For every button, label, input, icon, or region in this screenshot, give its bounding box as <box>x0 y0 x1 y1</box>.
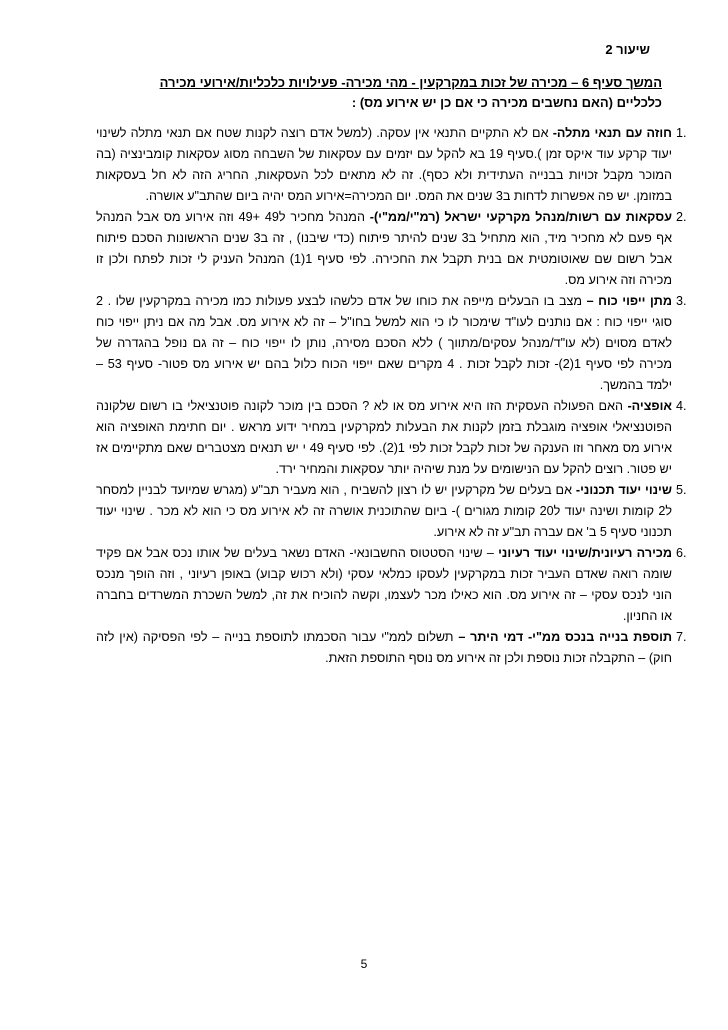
item-number: 1. <box>676 126 687 140</box>
item-number: 3. <box>676 294 687 308</box>
item-title: תוספת בנייה בנכס ממ"י- דמי היתר – <box>458 630 672 644</box>
item-number: 4. <box>676 399 687 413</box>
item-text: המנהל מחכיר ל49 +49 וזה אירוע מס אבל המנהל אף פעם לא מחכיר מיד, הוא מתחיל ב3 שנים להיתר פיתוח (כדי שיבנו) , זה ב3 שנים הראשונות הסכם פיתוח אבל רשום שם שאוטומטית אם בנית תקבל את החכירה. לפי סעיף 1(1) המנהל העניק לי זכות לפתח ולכן זו מכירה וזה אירוע מס. <box>96 210 672 287</box>
item-title: שינוי יעוד תכנוני- <box>575 483 672 497</box>
item-title: עסקאות עם רשות/מנהל מקרקעי ישראל (רמ"י/ממ"י)- <box>369 210 672 224</box>
item-text: אם לא התקיים התנאי אין עסקה. (למשל אדם רוצה לקנות שטח אם תנאי מתלה לשינוי יעוד קרקע עוד איקס זמן ).סעיף 19 בא להקל עם יזמים עם עסקאות של השבחה מסוג עסקאות קומבינציה (בה המוכר מקבל זכויות בבנייה העתידית ולא כסף). זה לא מתאים לכל העסקאות, החריג הזה לא חל בעסקאות במזומן. יש פה אפשרות לדחות ב3 שנים את המס. יום המכירה=אירוע המס יהיה ביום שהתב"ע אושרה. <box>96 126 672 203</box>
list-item <box>96 627 696 669</box>
item-title: מתן ייפוי כוח – <box>586 294 672 308</box>
item-number: 7. <box>676 630 687 644</box>
item-title: אופציה- <box>627 399 672 413</box>
list-item <box>96 480 696 543</box>
item-number: 6. <box>676 546 687 560</box>
item-number: 5. <box>676 483 687 497</box>
item-title: מכירה רעיונית/שינוי יעוד רעיוני <box>498 546 672 560</box>
list-item <box>96 543 696 627</box>
list-item <box>96 396 696 480</box>
lesson-title: שיעור 2 <box>605 42 650 57</box>
heading-line-1: המשך סעיף 6 – מכירה של זכות במקרקעין - מהי מכירה- פעילויות כלכליות/אירועי מכירה <box>159 75 662 90</box>
item-text: – שינוי הסטטוס החשבונאי- האדם נשאר בעלים של אותו נכס אבל אם פקיד שומה רואה שאדם העביר זכות במקרקעין לעסקו כמלאי עסקי (ולא רכוש קבוע) באופן רעיוני , וזה הופך מנכס הוני לנכס עסקי – זה אירוע מס. הוא כאילו מכר לעצמו, וקשה להוכיח את זה, למשל השכרת המשרדים בחברה או החניון. <box>96 546 672 623</box>
heading-line-2: כלכליים (האם נחשבים מכירה כי אם כן יש אירוע מס) : <box>351 95 662 110</box>
item-title: חוזה עם תנאי מתלה- <box>552 126 672 140</box>
section-heading <box>142 73 662 113</box>
items-list <box>96 123 696 669</box>
item-text: האם הפעולה העסקית הזו היא אירוע מס או לא ? הסכם בין מוכר לקונה פוטנציאלי בו רשום שלקונה הפוטנציאלי אופציה מוגבלת בזמן לקנות את הבעלות למקרקעין במחיר ידוע מראש . יום חתימת האופציה הוא אירוע מס מאחר וזו הענקה של זכות לקבל זכות לפי 1(2). לפי סעיף 49 י יש תנאים מצטברים שאם מתקיימים אז יש פטור. רוצים להקל עם הנישומים על מנת שיהיה יותר עסקאות והמחיר ירד. <box>96 399 673 476</box>
item-text: מצב בו הבעלים מייפה את כוחו של אדם כלשהו לבצע פעולות כמו מכירה במקרקעין שלו . 2 סוגי ייפוי כוח : אם נותנים לעו"ד שימכור לו כי הוא למשל בחו"ל – זה לא אירוע מס. אבל מה אם ניתן ייפוי כוח לאדם מסוים (לא עו"ד/מנהל עסקים/מתווך ) ללא הסכם מסירה, נותן לו ייפוי כוח – זה גם נופל בהגדרה של מכירה לפי סעיף 1(2)- זכות לקבל זכות . 4 מקרים שאם ייפוי הכוח כלול בהם יש אירוע מס פטור- סעיף 53 – ילמד בהמשך. <box>96 294 672 392</box>
page-number: 5 <box>360 957 368 971</box>
item-text: תשלום לממ"י עבור הסכמתו לתוספת בנייה – לפי הפסיקה (אין לזה חוק) – התקבלה זכות נוספת ולכן זה אירוע מס נוסף התוספת הזאת. <box>96 630 672 665</box>
item-number: 2. <box>676 210 687 224</box>
list-item <box>96 291 696 396</box>
list-item <box>96 207 696 291</box>
item-text: אם בעלים של מקרקעין יש לו רצון להשביח , הוא מעביר תב"ע (מגרש שמיועד לבניין למסחר ל2 קומות ושינה יעוד ל20 קומות מגורים )- ביום שהתוכנית אושרה זה לא אירוע מס כי הוא לא מכר . שינוי יעוד תכנוני סעיף 5 ב' אם עברה תב"ע זה לא אירוע. <box>96 483 673 539</box>
list-item <box>96 123 696 207</box>
